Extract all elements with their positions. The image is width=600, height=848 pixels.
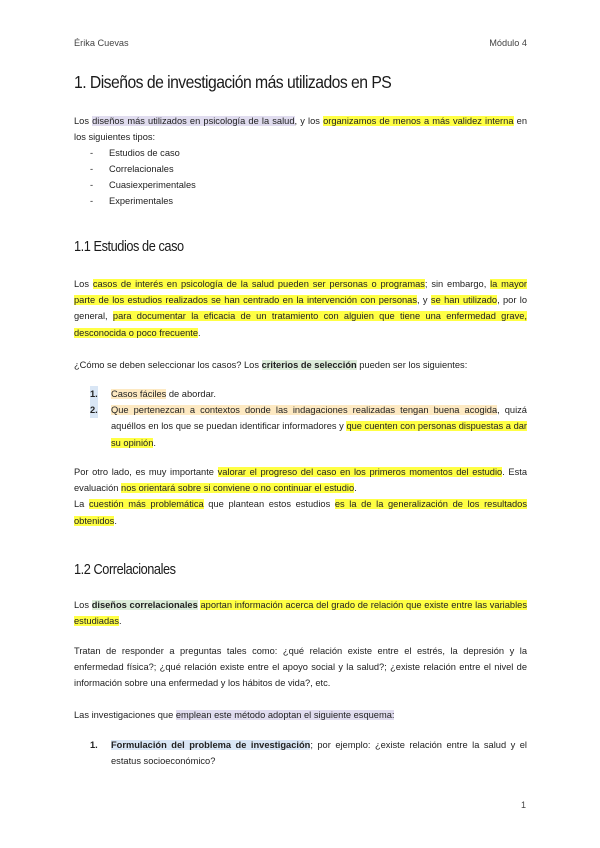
list-item: 1. Casos fáciles de abordar. bbox=[90, 386, 527, 402]
selection-question: ¿Cómo se deben seleccionar los casos? Los criterios de selección pueden ser los siguientes: bbox=[74, 360, 468, 370]
section-1-intro: Los diseños más utilizados en psicología de la salud, y los organizamos de menos a más validez interna en los siguientes tipos: bbox=[74, 116, 527, 143]
list-item: 1. Formulación del problema de investigación; por ejemplo: ¿existe relación entre la salud y el estatus socioeconómico? bbox=[90, 740, 527, 767]
questions-paragraph: Tratan de responder a preguntas tales como: ¿qué relación existe entre el estrés, la depresión y la enfermedad física?; ¿qué relación existe entre el apoyo social y la salud?; ¿existe relación entre el nivel de información sobre una enfermedad y los hábitos de vida?, etc. bbox=[74, 646, 527, 689]
header-module: Módulo 4 bbox=[489, 38, 527, 48]
list-item: - Experimentales bbox=[90, 193, 196, 209]
page-number: 1 bbox=[520, 800, 526, 810]
list-item: 2. Que pertenezcan a contextos donde las indagaciones realizadas tengan buena acogida, quizá aquéllos en los que se puedan identificar informadores y que cuenten con personas dispuestas a dar su opinión. bbox=[90, 402, 527, 451]
evaluation-paragraph: Por otro lado, es muy importante valorar el progreso del caso en los primeros momentos del estudio. Esta evaluación nos orientará sobre si conviene o no continuar el estudio. La cuestión más problemática que plantean estos estudios es la de la generalización de los resultados obtenidos. bbox=[74, 467, 527, 526]
section-1-1-title: 1.1 Estudios de caso bbox=[74, 239, 184, 255]
section-1-2-title: 1.2 Correlacionales bbox=[74, 562, 176, 578]
design-types-list bbox=[90, 145, 196, 209]
scheme-paragraph: Las investigaciones que emplean este método adoptan el siguiente esquema: bbox=[74, 710, 395, 720]
correlational-paragraph: Los diseños correlacionales aportan información acerca del grado de relación que existe entre las variables estudiadas. bbox=[74, 600, 527, 627]
selection-criteria-list bbox=[90, 386, 527, 451]
list-item: - Correlacionales bbox=[90, 161, 196, 177]
section-1-title: 1. Diseños de investigación más utilizados en PS bbox=[74, 72, 392, 92]
header-author: Érika Cuevas bbox=[74, 38, 129, 48]
scheme-steps-list bbox=[90, 737, 527, 769]
case-studies-paragraph: Los casos de interés en psicología de la salud pueden ser personas o programas; sin embargo, la mayor parte de los estudios realizados se han centrado en la intervención con personas, y se han utilizado, por lo general, para documentar la eficacia de un tratamiento con alguien que tiene una enfermedad grave, desconocida o poco frecuente. bbox=[74, 279, 528, 338]
list-item: - Estudios de caso bbox=[90, 145, 196, 161]
list-item: - Cuasiexperimentales bbox=[90, 177, 196, 193]
